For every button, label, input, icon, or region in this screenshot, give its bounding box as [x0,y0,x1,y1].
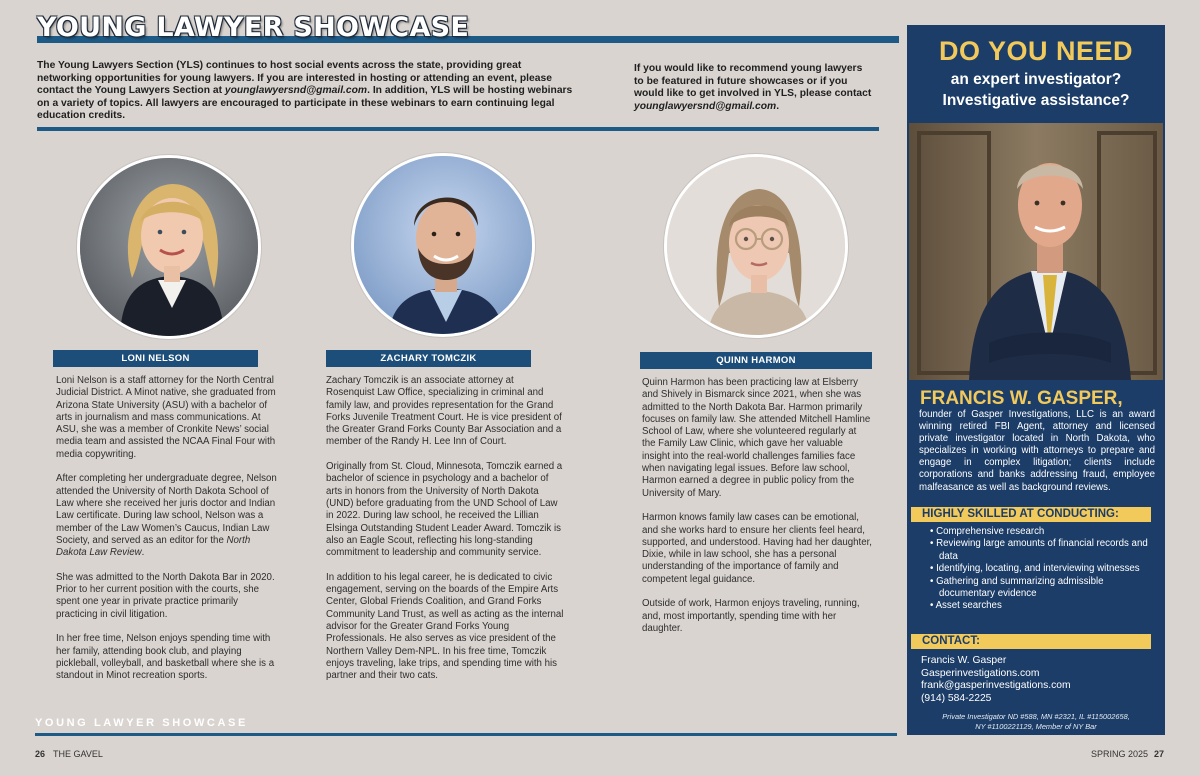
investigator-photo [909,123,1163,380]
bio-paragraph: Loni Nelson is a staff attorney for the North Central Judicial District. A Minot native, she graduated from Arizona State University (ASU) with a bachelor of arts in journalism and mass communications. At ASU, she was a member of Cronkite News’ social media team and assisted the NCAA Final Four with media copywriting. [56,375,276,460]
right-page-footer [1091,749,1164,759]
intro-text-2: . In addition, YLS will be hosting webinars on a variety of topics. All lawyers are encouraged to participate in these webinars to earn continuing legal education credits. [37,85,573,122]
license-line-1: Private Investigator ND #588, MN #2321, IL #115002658, [942,712,1130,721]
contact-name: Francis W. Gasper [921,655,1007,666]
bio-text: . [141,547,145,559]
skill-label: Asset searches [935,600,1002,612]
ad-sub-line-1: an expert investigator? [950,71,1122,88]
name-bar-loni-nelson: LONI NELSON [53,350,258,367]
bio-paragraph: Harmon knows family law cases can be emotional, and she works hard to ensure her clients feel heard, supported, and understood. Having had her daughter, Dixie, while in law school, she has a personal understanding of the importance of family and competent legal guidance. [642,512,872,585]
license-line-2: NY #1100221129, Member of NY Bar [975,721,1097,731]
contact-email-link[interactable]: frank@gasperinvestigations.com [921,680,1071,692]
skill-label: Reviewing large amounts of financial records and data [936,538,1148,562]
bio-quinn-harmon [642,377,872,648]
left-page-number: 26 [35,749,46,759]
recommend-text: If you would like to recommend young lawyers to be featured in future showcases or if you would like to get involved in YLS, please contact [634,63,872,100]
bio-paragraph: Quinn Harmon has been practicing law at Elsberry and Shively in Bismarck since 2021, when she was admitted to the North Dakota Bar. Harmon primarily focuses on family law. She attended Mitchell Hamline School of Law, where she volunteered regularly at the Family Law Clinic, which gave her valuable insight into the real-world challenges families face when navigating legal issues. Before law school, Harmon earned a degree in public policy from the University of Mary. [642,377,871,499]
footer-rule [35,733,897,736]
intro-email-link[interactable]: younglawyersnd@gmail.com [224,85,368,97]
skill-label: Identifying, locating, and interviewing witnesses [936,563,1140,575]
skill-item: • Asset searches [930,600,1002,612]
left-page-footer [35,749,103,759]
right-page-number: 27 [1153,749,1164,759]
bio-paragraph [56,473,281,559]
bio-paragraph: In addition to his legal career, he is dedicated to civic engagement, serving on the boards of the Empire Arts Center, Global Friends Coalition, and Grand Forks Community Land Trust, as well as acting as the internal advisor for the Greater Grand Forks Young Professionals. He also serves as vice president of the Northern Valley Dem-NPL. In his free time, Tomczik enjoys traveling, lake trips, and spending time with his partner and their two cats. [326,571,564,682]
portrait-loni-nelson [77,155,261,339]
bio-zachary-tomczik [326,375,564,695]
footer-section-label: YOUNG LAWYER SHOWCASE [35,717,248,729]
recommend-paragraph [634,63,874,113]
bio-paragraph: In her free time, Nelson enjoys spending time with her family, attending book club, and playing pickleball, volleyball, and basketball where she is a standout in Minot recreation sports. [56,633,275,682]
name-bar-zachary-tomczik: ZACHARY TOMCZIK [326,350,531,367]
bio-paragraph: Zachary Tomczik is an associate attorney at Rosenquist Law Office, specializing in criminal and family law, and provides representation for the Grand Forks Juvenile Treatment Court. He is vice president of the Greater Grand Forks County Bar Association and a member of the Randy H. Lee Inn of Court. [326,375,562,448]
license-info [912,712,1160,731]
ad-sub-line-2: Investigative assistance? [942,92,1130,109]
intro-paragraph [37,60,577,123]
bio-loni-nelson [56,375,281,695]
contact-heading: CONTACT: [911,634,1151,649]
ad-headline: DO YOU NEED [938,36,1134,66]
bio-text: After completing her undergraduate degree, Nelson attended the University of North Dakota School of Law where she received her juris doctor and Indian Law certificate. During law school, Nelson was a member of the Law Women’s Caucus, Indian Law Society, and served as an editor for the [56,473,277,546]
recommend-end: . [776,100,780,112]
investigator-name: FRANCIS W. GASPER, [920,388,1123,409]
publication-name: THE GAVEL [53,749,103,759]
investigator-description: founder of Gasper Investigations, LLC is an award winning retired FBI Agent, attorney and licensed private investigator located in North Dakota, who specializes in working with attorneys to prepare and engage in complex litigation; clients include corporations and banks addressing fraud, employee malfeasance as well as background reviews. [919,409,1155,493]
bio-paragraph: She was admitted to the North Dakota Bar in 2020. Prior to her current position with the courts, she spent one year in private practice primarily practicing in civil litigation. [56,571,275,620]
recommend-email-link[interactable]: younglawyersnd@gmail.com [634,100,777,112]
portrait-quinn-harmon [664,154,848,338]
skill-item: • Gathering and summarizing admissible documentary evidence [930,575,1104,600]
portrait-zachary-tomczik [351,153,535,337]
bio-paragraph: Outside of work, Harmon enjoys traveling, running, and, most importantly, spending time with her daughter. [642,598,860,634]
skill-label: Gathering and summarizing admissible documentary evidence [936,575,1104,600]
bio-paragraph: Originally from St. Cloud, Minnesota, Tomczik earned a bachelor of science in psychology and a bachelor of arts in honors from the University of North Dakota (UND) before graduating from the UND School of Law in 2022. During law school, he received the Lillian Elsinga Outstanding Student Leader Award. Tomczik is also an Eagle Scout, reflecting his long-standing commitment to leadership and community service. [326,461,563,559]
ad-subheadline [907,69,1165,111]
skill-item: • Reviewing large amounts of financial records and data [930,538,1148,562]
contact-block [921,655,1071,705]
intro-text-1: The Young Lawyers Section (YLS) continues to host social events across the state, providing great networking opportunities for young lawyers. If you are interested in hosting or attending an event, please contact the Young Lawyers Section at [37,60,552,97]
name-bar-quinn-harmon: QUINN HARMON [640,352,872,369]
law-review-title: North Dakota Law Review [56,534,251,559]
skill-item: • Identifying, locating, and interviewing witnesses [930,563,1140,575]
contact-phone[interactable]: (914) 584-2225 [921,692,992,704]
issue-label: SPRING 2025 [1090,749,1148,759]
skill-label: Comprehensive research [936,526,1045,537]
skills-list [930,526,1155,613]
intro-rule [37,127,879,131]
page-title: YOUNG LAWYER SHOWCASE [37,12,470,43]
skill-item: • Comprehensive research [930,526,1045,537]
contact-website-link[interactable]: Gasperinvestigations.com [921,667,1040,679]
skills-heading: HIGHLY SKILLED AT CONDUCTING: [911,507,1151,522]
